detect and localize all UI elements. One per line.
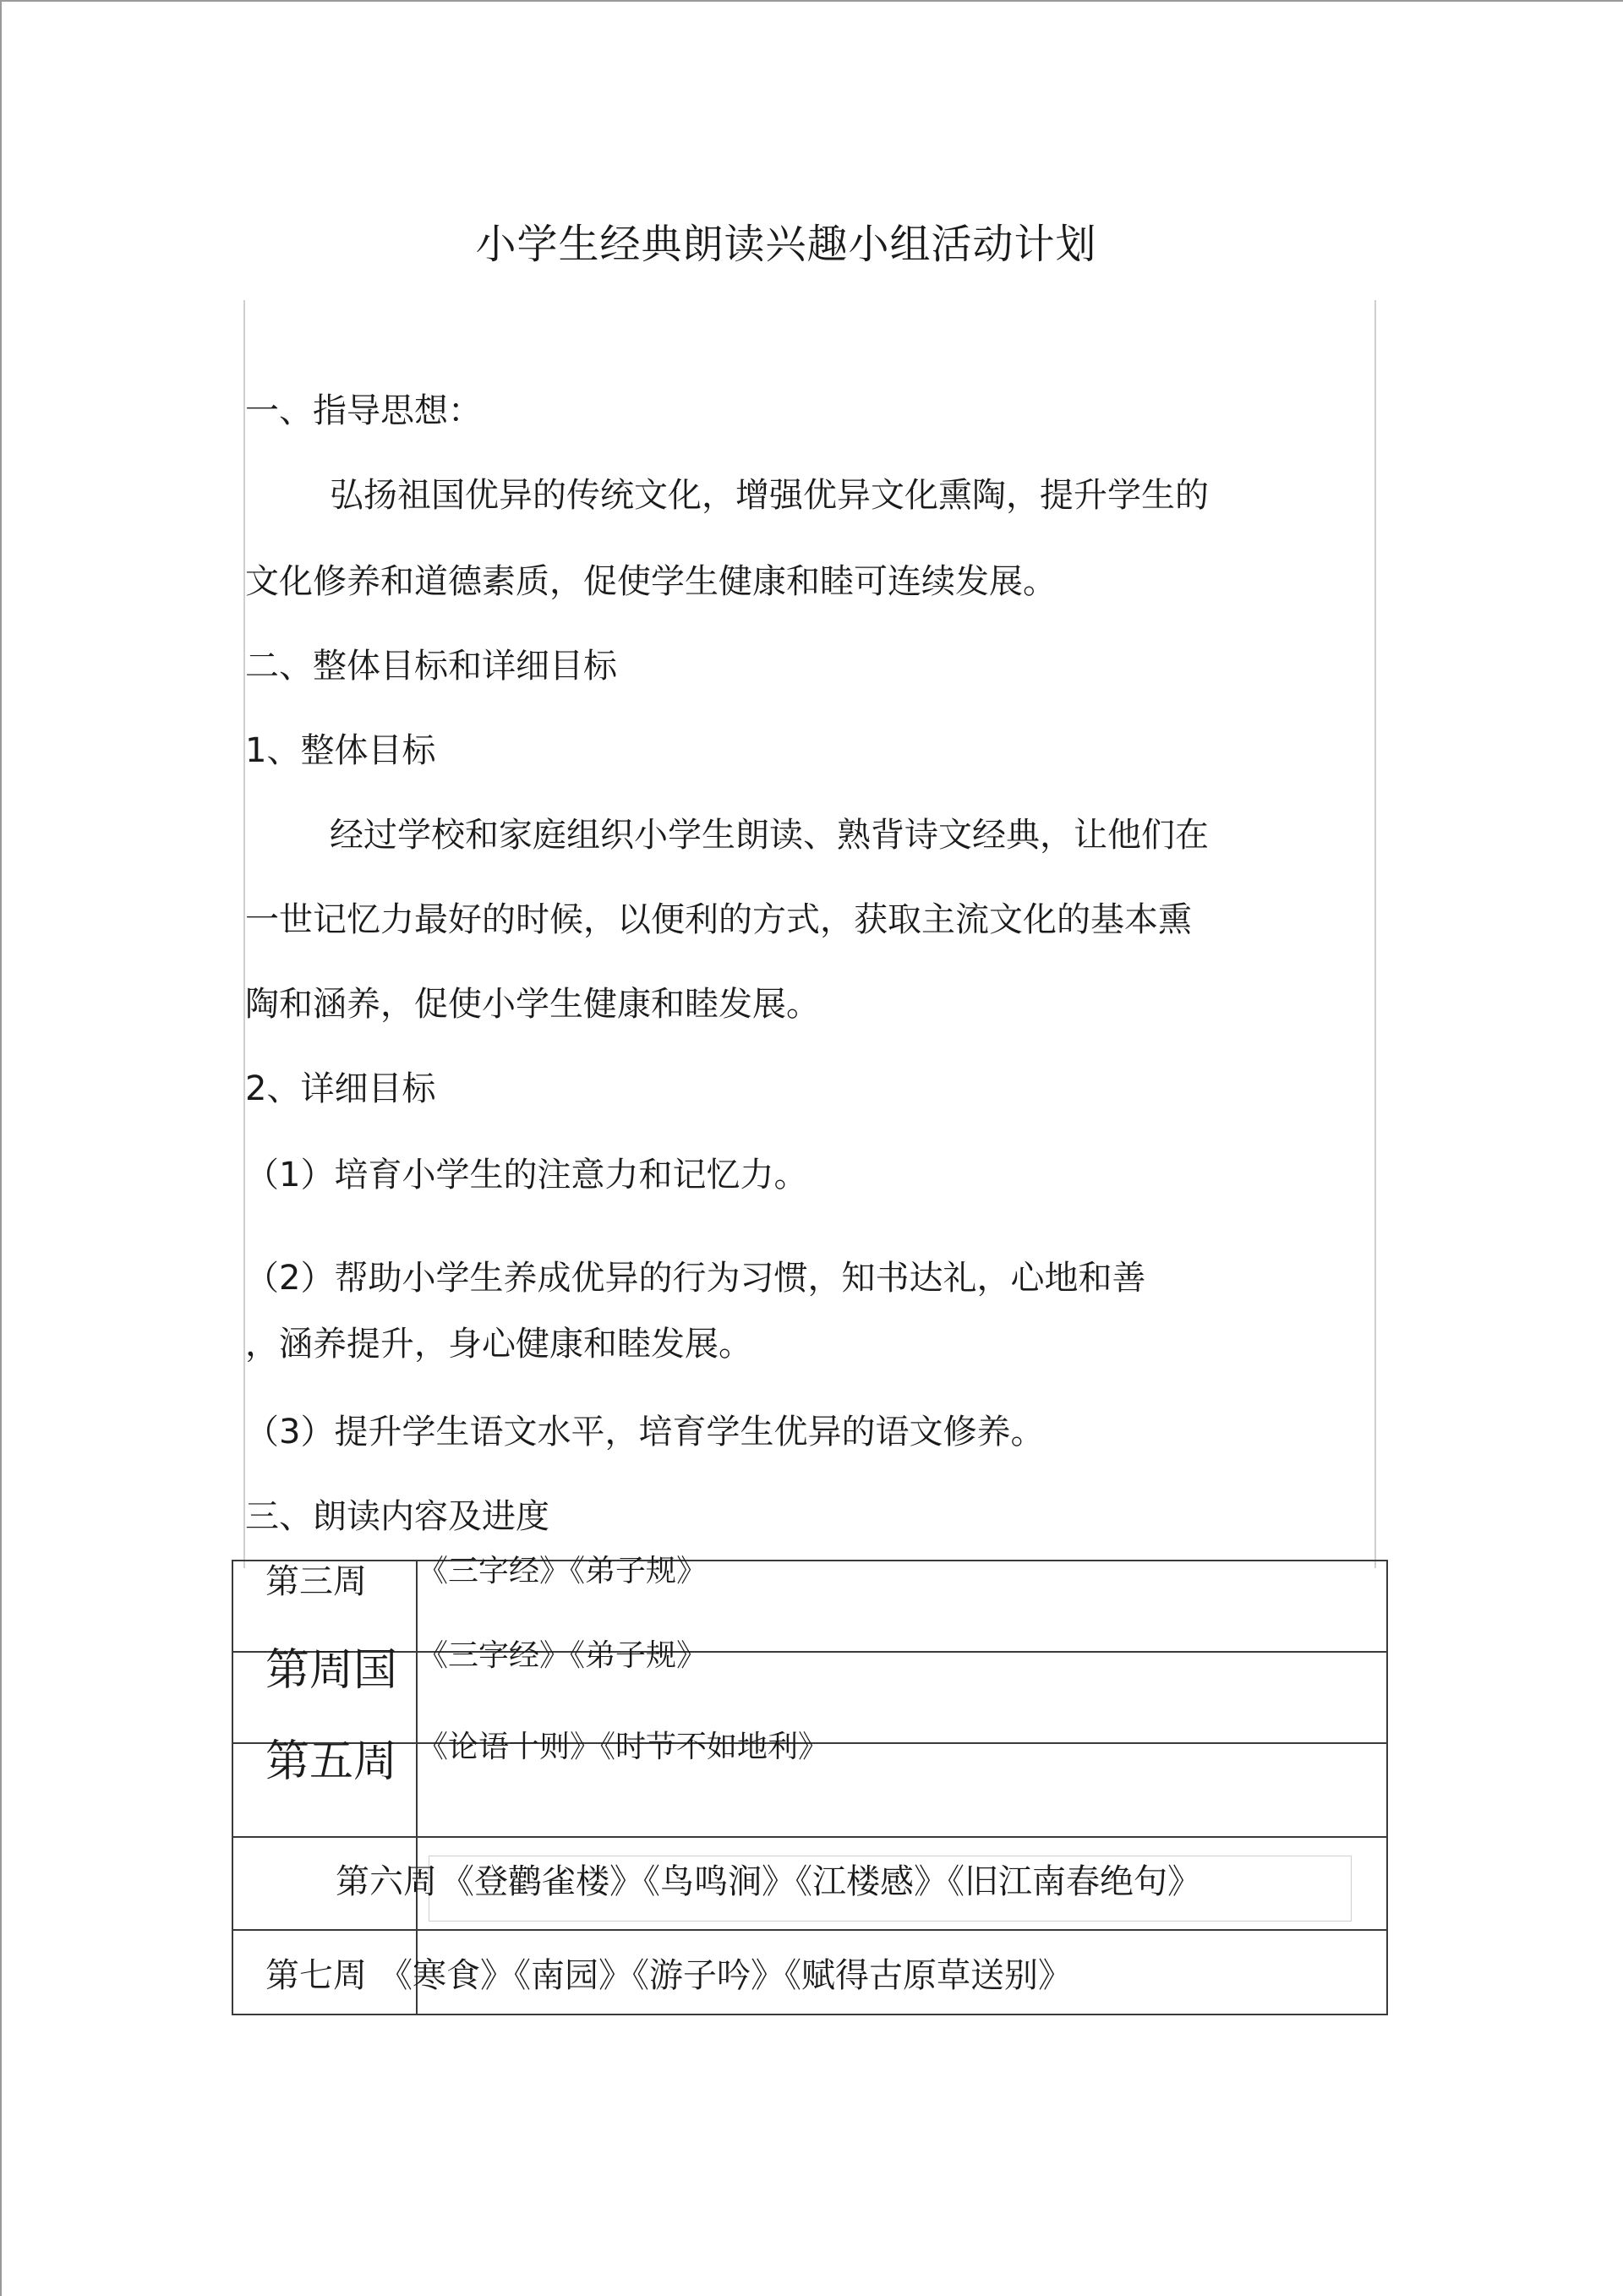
week-label: 第三周 bbox=[265, 1562, 367, 1601]
week-label: 第五周 bbox=[265, 1736, 398, 1787]
reading-content: 《登鹳雀楼》《鸟鸣涧》《江楼感》《旧江南春绝句》 bbox=[440, 1862, 1201, 1901]
goal-item: （2）帮助小学生养成优异的行为习惯，知书达礼，心地和善 bbox=[245, 1259, 1146, 1298]
section-1-paragraph-line: 文化修养和道德素质，促使学生健康和睦可连续发展。 bbox=[245, 562, 1057, 601]
goal-item: （3）提升学生语文水平，培育学生优异的语文修养。 bbox=[245, 1413, 1045, 1451]
schedule-table bbox=[232, 1554, 1388, 2015]
subheading-detailed-goal: 2、详细目标 bbox=[245, 1069, 436, 1108]
reading-content: 《三字经》《弟子规》 bbox=[418, 1638, 708, 1673]
section-2-paragraph-line: 经过学校和家庭组织小学生朗读、熟背诗文经典，让他们在 bbox=[330, 816, 1209, 855]
subheading-overall-goal: 1、整体目标 bbox=[245, 731, 436, 770]
section-2-paragraph-line: 陶和涵养，促使小学生健康和睦发展。 bbox=[245, 985, 820, 1024]
table-rule bbox=[232, 2014, 1388, 2015]
section-2-heading: 二、整体目标和详细目标 bbox=[245, 647, 617, 686]
table-rule bbox=[232, 1560, 233, 2015]
section-1-heading: 一、指导思想： bbox=[245, 391, 482, 430]
table-rule bbox=[416, 1560, 418, 2015]
section-1-paragraph-line: 弘扬祖国优异的传统文化，增强优异文化熏陶，提升学生的 bbox=[330, 476, 1209, 515]
goal-item-continued: ，涵养提升，身心健康和睦发展。 bbox=[245, 1325, 752, 1364]
week-label: 第周国 bbox=[265, 1645, 398, 1696]
reading-content: 《论语十则》《时节不如地利》 bbox=[418, 1730, 829, 1764]
reading-content: 《寒食》《南园》《游子吟》《赋得古原草送别》 bbox=[379, 1956, 1072, 1995]
table-rule bbox=[232, 1651, 1388, 1653]
section-3-heading: 三、朗读内容及进度 bbox=[245, 1497, 549, 1536]
table-rule bbox=[232, 1560, 1388, 1561]
table-rule bbox=[1386, 1560, 1388, 2015]
week-label: 第六周 bbox=[336, 1862, 437, 1901]
document-title: 小学生经典朗读兴趣小组活动计划 bbox=[475, 221, 1097, 268]
reading-content: 《三字经》《弟子规》 bbox=[418, 1554, 708, 1588]
text-frame-right bbox=[1374, 300, 1376, 1568]
table-rule bbox=[232, 1929, 1388, 1931]
table-rule bbox=[232, 1836, 1388, 1838]
goal-item: （1）培育小学生的注意力和记忆力。 bbox=[245, 1156, 808, 1194]
week-label: 第七周 bbox=[265, 1956, 367, 1995]
section-2-paragraph-line: 一世记忆力最好的时候，以便利的方式，获取主流文化的基本熏 bbox=[245, 900, 1192, 939]
